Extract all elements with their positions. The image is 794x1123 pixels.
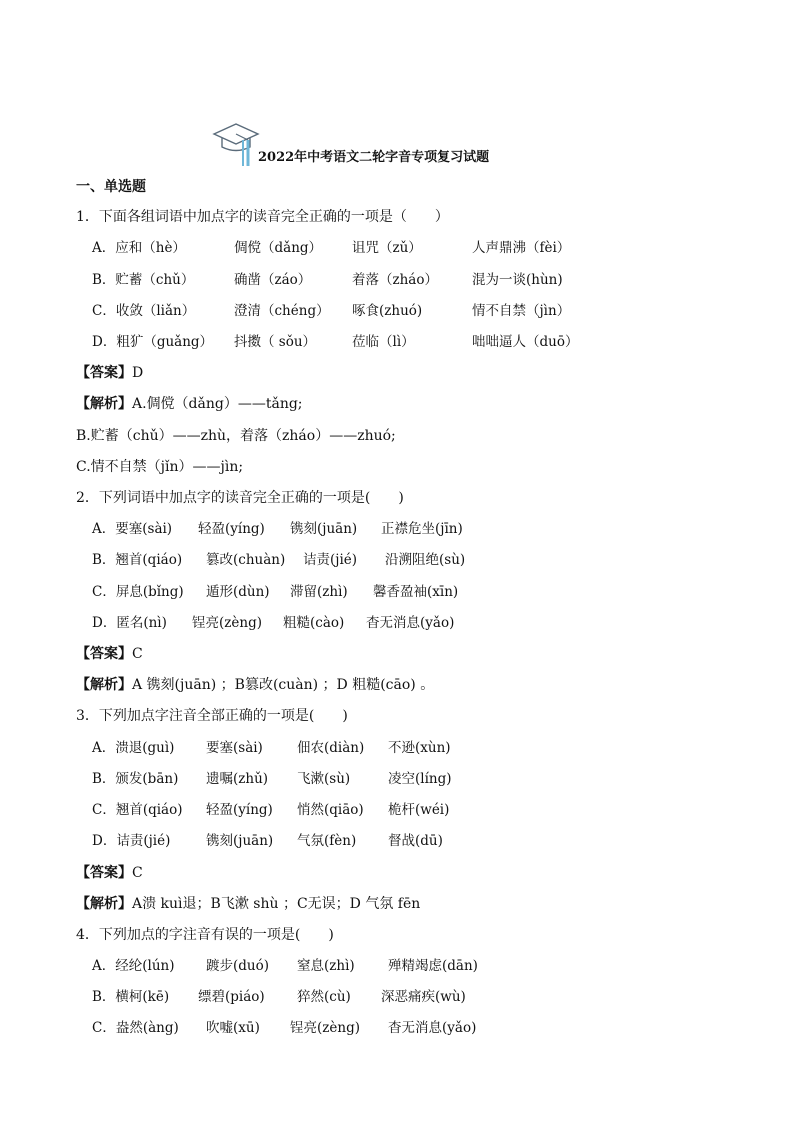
q4-option-c-1: C．盎然(àng) (92, 1020, 179, 1036)
q3-option-a-4: 不逊(xùn) (388, 740, 451, 756)
q4-option-c-3: 锃亮(zèng) (290, 1020, 360, 1036)
q3-option-a-1: A．溃退(guì) (92, 740, 175, 756)
q1-option-d-2: 抖擞（ sǒu） (234, 334, 317, 350)
analysis-tag: 【解析】 (76, 677, 132, 693)
q3-option-b-4: 凌空(líng) (388, 771, 452, 787)
analysis-text: A.倜傥（dǎng）——tǎng; (132, 396, 303, 412)
q1-analysis-3: C.情不自禁（jǐn）——jìn; (76, 459, 244, 475)
analysis-tag: 【解析】 (76, 396, 132, 412)
q4-option-b-3: 猝然(cù) (297, 989, 351, 1005)
answer-value: C (132, 646, 143, 662)
q2-option-a-1: A．要塞(sài) (92, 521, 173, 537)
q3-option-c-1: C．翘首(qiáo) (92, 802, 183, 818)
answer-tag: 【答案】 (76, 865, 132, 881)
q1-option-a-1: A．应和（hè） (92, 240, 186, 256)
q4-option-b-2: 缥碧(piáo) (198, 989, 265, 1005)
answer-tag: 【答案】 (76, 646, 132, 662)
q1-analysis-1 (76, 395, 303, 413)
answer-tag: 【答案】 (76, 365, 132, 381)
q2-option-a-4: 正襟危坐(jīn) (381, 521, 463, 537)
q2-option-b-3: 诘责(jié) (303, 552, 358, 568)
q2-option-c-2: 遁形(dùn) (206, 584, 270, 600)
q3-option-d-3: 气氛(fèn) (297, 833, 357, 849)
question-4-stem: 4．下列加点的字注音有误的一项是( ) (76, 927, 334, 943)
graduation-cap-icon (210, 120, 262, 170)
q4-option-c-2: 吹嘘(xū) (206, 1020, 260, 1036)
q4-option-a-4: 殚精竭虑(dān) (388, 958, 478, 974)
q2-option-c-1: C．屏息(bǐng) (92, 584, 184, 600)
analysis-tag: 【解析】 (76, 896, 132, 912)
q3-option-d-4: 督战(dū) (388, 833, 443, 849)
q1-option-b-2: 确凿（záo） (234, 272, 312, 288)
q3-analysis-1 (76, 895, 420, 913)
q2-analysis-1 (76, 676, 434, 694)
q4-option-a-2: 踱步(duó) (206, 958, 269, 974)
analysis-text: A溃 kuì退；B飞漱 shù ；C无误；D 气氛 fēn (132, 896, 421, 912)
q2-option-d-1: D．匿名(nì) (92, 615, 167, 631)
q3-option-b-2: 遗嘱(zhǔ) (206, 771, 269, 787)
q2-option-d-2: 锃亮(zèng) (192, 615, 262, 631)
q1-option-c-4: 情不自禁（jìn） (472, 303, 571, 319)
q4-option-b-4: 深恶痛疾(wù) (381, 989, 466, 1005)
q1-option-d-1: D．粗犷（guǎng） (92, 334, 214, 350)
q1-option-a-2: 倜傥（dǎng） (234, 240, 323, 256)
q2-option-b-2: 篡改(chuàn) (206, 552, 286, 568)
q2-option-a-3: 镌刻(juān) (290, 521, 358, 537)
q1-option-a-3: 诅咒（zǔ） (352, 240, 422, 256)
q1-option-d-3: 莅临（lì） (352, 334, 415, 350)
q1-option-b-4: 混为一谈(hùn) (472, 272, 563, 288)
q1-answer (76, 364, 143, 382)
q3-option-c-3: 悄然(qiāo) (297, 802, 364, 818)
q1-option-b-3: 着落（zháo） (352, 272, 438, 288)
document-title: 2022年中考语文二轮字音专项复习试题 (258, 150, 490, 165)
q1-option-b-1: B．贮蓄（chǔ） (92, 272, 195, 288)
q1-option-c-2: 澄清（chéng） (234, 303, 330, 319)
question-2-stem: 2．下列词语中加点字的读音完全正确的一项是( ) (76, 490, 404, 506)
q3-option-c-2: 轻盈(yíng) (206, 802, 273, 818)
q1-option-c-1: C．收敛（liǎn） (92, 303, 196, 319)
analysis-text: A 镌刻(juān) ；B篡改(cuàn) ；D 粗糙(cāo) 。 (132, 677, 435, 693)
section-heading: 一、单选题 (76, 179, 146, 195)
q3-option-a-3: 佃农(diàn) (297, 740, 365, 756)
answer-value: D (132, 365, 144, 381)
q2-option-d-4: 杳无消息(yǎo) (366, 615, 455, 631)
q2-option-b-1: B．翘首(qiáo) (92, 552, 183, 568)
q1-option-d-4: 咄咄逼人（duō） (472, 334, 579, 350)
q2-option-a-2: 轻盈(yíng) (198, 521, 265, 537)
q2-option-d-3: 粗糙(cào) (283, 615, 345, 631)
q3-option-c-4: 桅杆(wéi) (388, 802, 450, 818)
q1-option-c-3: 啄食(zhuó) (352, 303, 423, 319)
q3-option-b-3: 飞漱(sù) (297, 771, 351, 787)
q3-option-d-1: D．诘责(jié) (92, 833, 171, 849)
q4-option-c-4: 杳无消息(yǎo) (388, 1020, 477, 1036)
q1-analysis-2: B.贮蓄（chǔ）——zhù，着落（zháo）——zhuó; (76, 428, 396, 444)
q2-answer (76, 645, 143, 663)
answer-value: C (132, 865, 143, 881)
q2-option-b-4: 沿溯阻绝(sù) (385, 552, 466, 568)
q4-option-a-3: 窒息(zhì) (297, 958, 355, 974)
q3-option-a-2: 要塞(sài) (206, 740, 263, 756)
q4-option-b-1: B．横柯(kē) (92, 989, 170, 1005)
q4-option-a-1: A．经纶(lún) (92, 958, 175, 974)
q3-option-d-2: 镌刻(juān) (206, 833, 274, 849)
q2-option-c-4: 馨香盈袖(xīn) (373, 584, 459, 600)
q3-option-b-1: B．颁发(bān) (92, 771, 179, 787)
q3-answer (76, 864, 143, 882)
question-3-stem: 3．下列加点字注音全部正确的一项是( ) (76, 708, 348, 724)
q1-option-a-4: 人声鼎沸（fèi） (472, 240, 571, 256)
q2-option-c-3: 滞留(zhì) (290, 584, 348, 600)
question-1-stem: 1．下面各组词语中加点字的读音完全正确的一项是（ ） (76, 209, 449, 225)
